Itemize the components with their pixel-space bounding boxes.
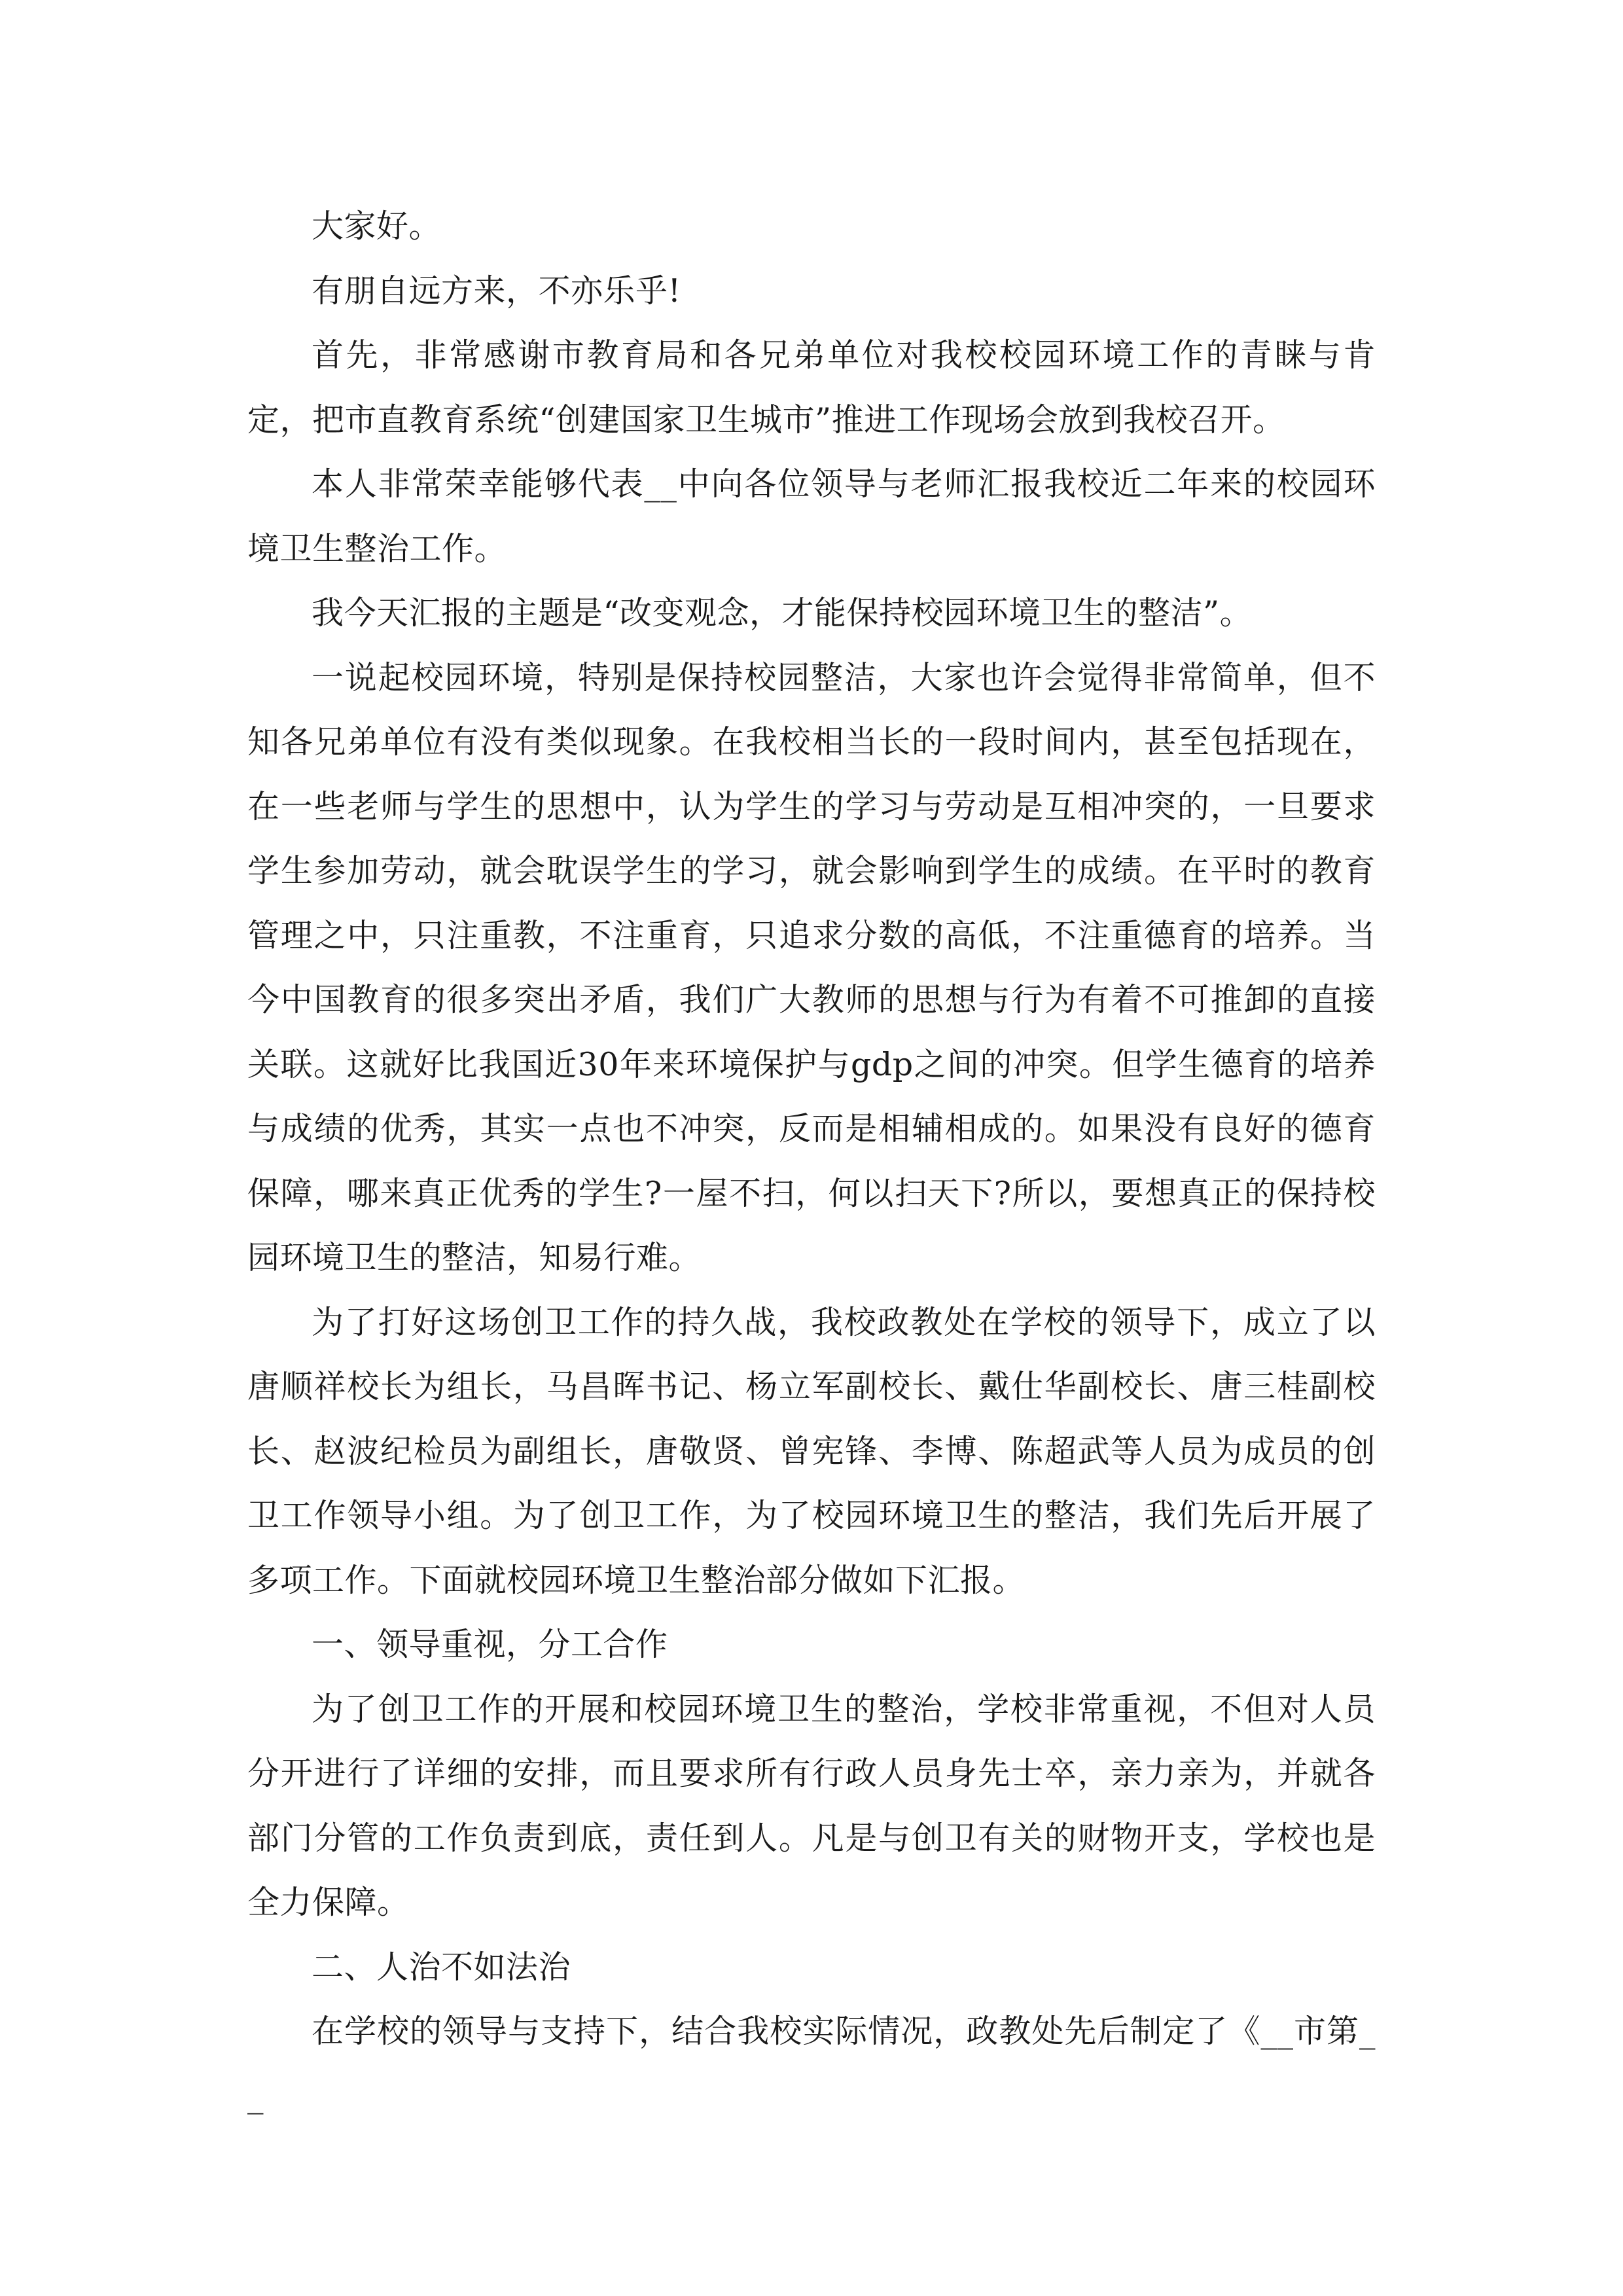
- theme-paragraph: 我今天汇报的主题是“改变观念，才能保持校园环境卫生的整洁”。: [312, 594, 1253, 632]
- document-body: [247, 194, 1376, 2128]
- section-heading-1: 一、领导重视，分工合作: [312, 1626, 668, 1663]
- quote-paragraph: 有朋自远方来，不亦乐乎!: [312, 272, 681, 310]
- intro-paragraph: 本人非常荣幸能够代表__中向各位领导与老师汇报我校近二年来的校园环境卫生整治工作。: [247, 465, 1376, 567]
- greeting-paragraph: 大家好。: [312, 207, 442, 245]
- background-paragraph: 一说起校园环境，特别是保持校园整洁，大家也许会觉得非常简单，但不知各兄弟单位有没有类似现象。在我校相当长的一段时间内，甚至包括现在，在一些老师与学生的思想中，认为学生的学习与劳动是互相冲突的，一旦要求学生参加劳动，就会耽误学生的学习，就会影响到学生的成绩。在平时的教育管理之中，只注重教，不注重育，只追求分数的高低，不注重德育的培养。当今中国教育的很多突出矛盾，我们广大教师的思想与行为有着不可推卸的直接关联。这就好比我国近30年来环境保护与gdp之间的冲突。但学生德育的培养与成绩的优秀，其实一点也不冲突，反而是相辅相成的。如果没有良好的德育保障，哪来真正优秀的学生?一屋不扫，何以扫天下?所以，要想真正的保持校园环境卫生的整洁，知易行难。: [247, 658, 1376, 1276]
- thanks-paragraph: 首先，非常感谢市教育局和各兄弟单位对我校校园环境工作的青睐与肯定，把市直教育系统“创建国家卫生城市”推进工作现场会放到我校召开。: [247, 336, 1376, 439]
- section-heading-2: 二、人治不如法治: [312, 1948, 571, 1986]
- section-1-paragraph: 为了创卫工作的开展和校园环境卫生的整治，学校非常重视，不但对人员分开进行了详细的安排，而且要求所有行政人员身先士卒，亲力亲为，并就各部门分管的工作负责到底，责任到人。凡是与创卫有关的财物开支，学校也是全力保障。: [247, 1690, 1376, 1921]
- team-paragraph: 为了打好这场创卫工作的持久战，我校政教处在学校的领导下，成立了以唐顺祥校长为组长，马昌晖书记、杨立军副校长、戴仕华副校长、唐三桂副校长、赵波纪检员为副组长，唐敬贤、曾宪锋、李博、陈超武等人员为成员的创卫工作领导小组。为了创卫工作，为了校园环境卫生的整洁，我们先后开展了多项工作。下面就校园环境卫生整治部分做如下汇报。: [247, 1303, 1376, 1599]
- section-2-paragraph: 在学校的领导与支持下，结合我校实际情况，政教处先后制定了《__市第__: [247, 2013, 1376, 2115]
